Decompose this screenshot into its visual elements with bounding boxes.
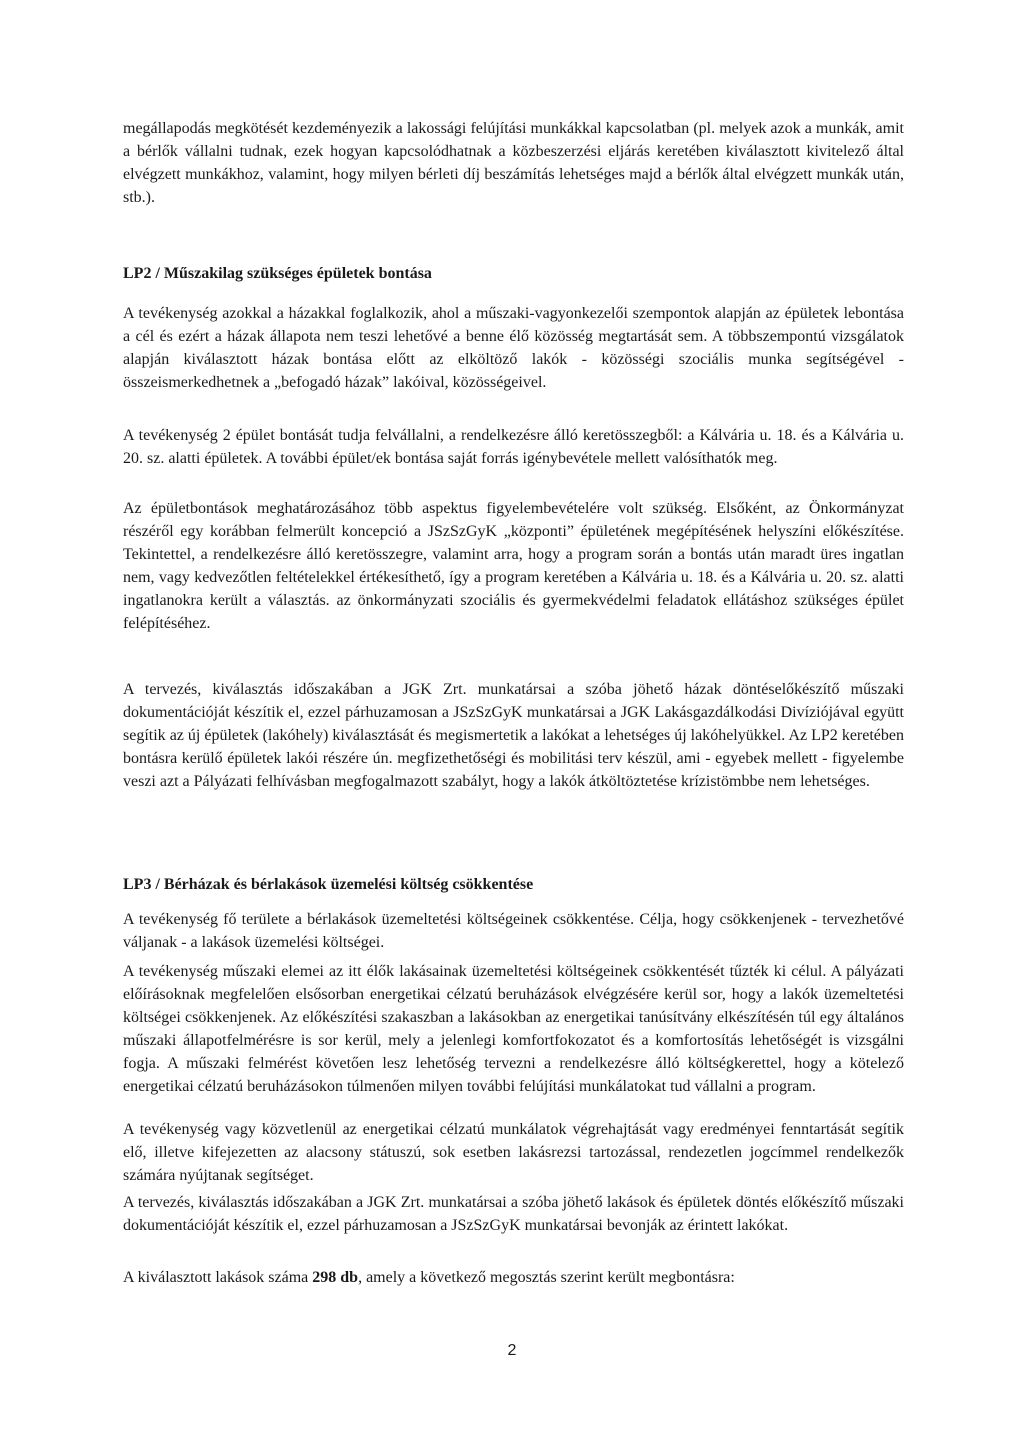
lp2-paragraph-2: A tevékenység 2 épület bontását tudja felvállalni, a rendelkezésre álló keretösszegből: a Kálvária u. 18. és a Kálvária u. 20. sz. alatti épületek. A további épület/ek bontása saját forrás igénybevétele mellett valósíthatók meg. [123, 427, 904, 467]
lp3-paragraph-4: A tervezés, kiválasztás időszakában a JGK Zrt. munkatársai a szóba jöhető lakások és épületek döntés előkészítő műszaki dokumentációját készítik el, ezzel párhuzamosan a JSzSzGyK munkatársai bevonják az érintett lakókat. [123, 1194, 904, 1234]
lp3-paragraph-3: A tevékenység vagy közvetlenül az energetikai célzatú munkálatok végrehajtását vagy eredményei fenntartását segítik elő, illetve kifejezetten az alacsony státuszú, sok esetben lakásrezsi tartozással, rendezetlen jogcímmel rendelkezők számára nyújtanak segítséget. [123, 1121, 904, 1184]
lp3-paragraph-2: A tevékenység műszaki elemei az itt élők lakásainak üzemeltetési költségeinek csökkentését tűzték ki célul. A pályázati előírásoknak megfelelően elsősorban energetikai célzatú beruházások elvégzésére kerül sor, hogy a lakók üzemeltetési költségei csökkenjenek. Az előkészítési szakaszban a lakásokban az energetikai tanúsítvány elkészítésén túl egy általános műszaki állapotfelmérésre is sor kerül, mely a jelenlegi komfortfokozatot és a komfortosítás lehetőségét is vizsgálni fogja. A műszaki felmérést követően lesz lehetőség tervezni a rendelkezésre álló költségkerettel, hogy a kötelező energetikai célzatú beruházásokon túlmenően milyen további felújítási munkálatokat tud vállalni a program. [123, 963, 904, 1095]
final-line-suffix: , amely a következő megosztás szerint került megbontásra: [358, 1269, 735, 1286]
final-line-prefix: A kiválasztott lakások száma [123, 1269, 313, 1286]
intro-paragraph: megállapodás megkötését kezdeményezik a lakossági felújítási munkákkal kapcsolatban (pl. melyek azok a munkák, amit a bérlők vállalni tudnak, ezek hogyan kapcsolódhatnak a közbeszerzési eljárás keretében kiválasztott kivitelező által elvégzett munkákhoz, valamint, hogy milyen bérleti díj beszámítás lehetséges majd a bérlők által elvégzett munkák után, stb.). [123, 120, 904, 206]
lp3-final-line [123, 1266, 904, 1289]
lp2-heading: LP2 / Műszakilag szükséges épületek bontása [123, 265, 432, 282]
lp2-paragraph-4: A tervezés, kiválasztás időszakában a JGK Zrt. munkatársai a szóba jöhető házak döntéselőkészítő műszaki dokumentációját készítik el, ezzel párhuzamosan a JSzSzGyK munkatársai a JGK Lakásgazdálkodási Divíziójával együtt segítik az új épületek (lakóhely) kiválasztását és megismertetik a lakókat a lehetséges új lakóhelyükkel. Az LP2 keretében bontásra kerülő épületek lakói részére ún. megfizethetőségi és mobilitási terv készül, ami - egyebek mellett - figyelembe veszi azt a Pályázati felhívásban megfogalmazott szabályt, hogy a lakók átköltöztetése krízistömbbe nem lehetséges. [123, 681, 904, 790]
lp2-paragraph-1: A tevékenység azokkal a házakkal foglalkozik, ahol a műszaki-vagyonkezelői szempontok alapján az épületek lebontása a cél és ezért a házak állapota nem teszi lehetővé a benne élő közösség megtartását sem. A többszempontú vizsgálatok alapján kiválasztott házak bontása előtt az elköltöző lakók - közösségi szociális munka segítségével - összeismerkedhetnek a „befogadó házak” lakóival, közösségeivel. [123, 305, 904, 391]
selected-apartments-count: 298 db [312, 1269, 359, 1286]
lp3-heading: LP3 / Bérházak és bérlakások üzemelési költség csökkentése [123, 876, 534, 893]
lp2-paragraph-3: Az épületbontások meghatározásához több aspektus figyelembevételére volt szükség. Elsőként, az Önkormányzat részéről egy korábban felmerült koncepció a JSzSzGyK „központi” épületének megépítésének helyszíni előkészítése. Tekintettel, a rendelkezésre álló keretösszegre, valamint arra, hogy a program során a bontás után maradt üres ingatlan nem, vagy kedvezőtlen feltételekkel értékesíthető, így a program keretében a Kálvária u. 18. és a Kálvária u. 20. sz. alatti ingatlanokra került a választás. az önkormányzati szociális és gyermekvédelmi feladatok ellátáshoz szükséges épület felépítéséhez. [123, 500, 904, 632]
lp3-paragraph-1: A tevékenység fő területe a bérlakások üzemeltetési költségeinek csökkentése. Célja, hogy csökkenjenek - tervezhetővé váljanak - a lakások üzemelési költségei. [123, 911, 904, 951]
page-number: 2 [507, 1342, 517, 1359]
